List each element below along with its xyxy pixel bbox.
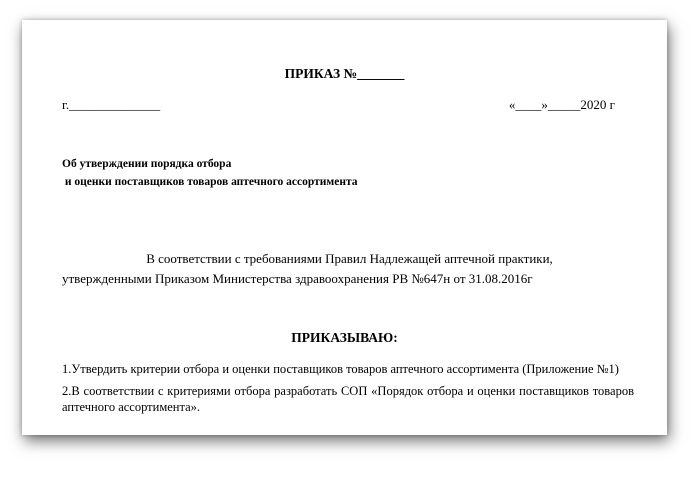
preamble-paragraph [62, 249, 637, 289]
subject-line-1: Об утверждении порядка отбора [62, 158, 232, 170]
order-title: ПРИКАЗ №_______ [284, 66, 405, 81]
date-line: «____»_____2020 г [508, 97, 615, 112]
subject-line-2: и оценки поставщиков товаров аптечного ассортимента [62, 176, 358, 188]
order-subject [62, 155, 358, 191]
order-items-list [62, 361, 634, 421]
preamble-line-1: В соответствии с требованиями Правил Надлежащей аптечной практики, [146, 251, 553, 266]
preamble-line-2: утвержденными Приказом Министерства здравоохранения РВ №647н от 31.08.2016г [62, 271, 533, 286]
order-item-1: 1.Утвердить критерии отбора и оценки поставщиков товаров аптечного ассортимента (Приложение №1) [62, 362, 619, 376]
order-item-2: 2.В соответствии с критериями отбора разработать СОП «Порядок отбора и оценки поставщиков товаров аптечного ассортимента». [62, 384, 634, 414]
city-line: г.______________ [62, 97, 161, 112]
decree-heading: ПРИКАЗЫВАЮ: [291, 330, 398, 345]
document-page [22, 20, 667, 435]
